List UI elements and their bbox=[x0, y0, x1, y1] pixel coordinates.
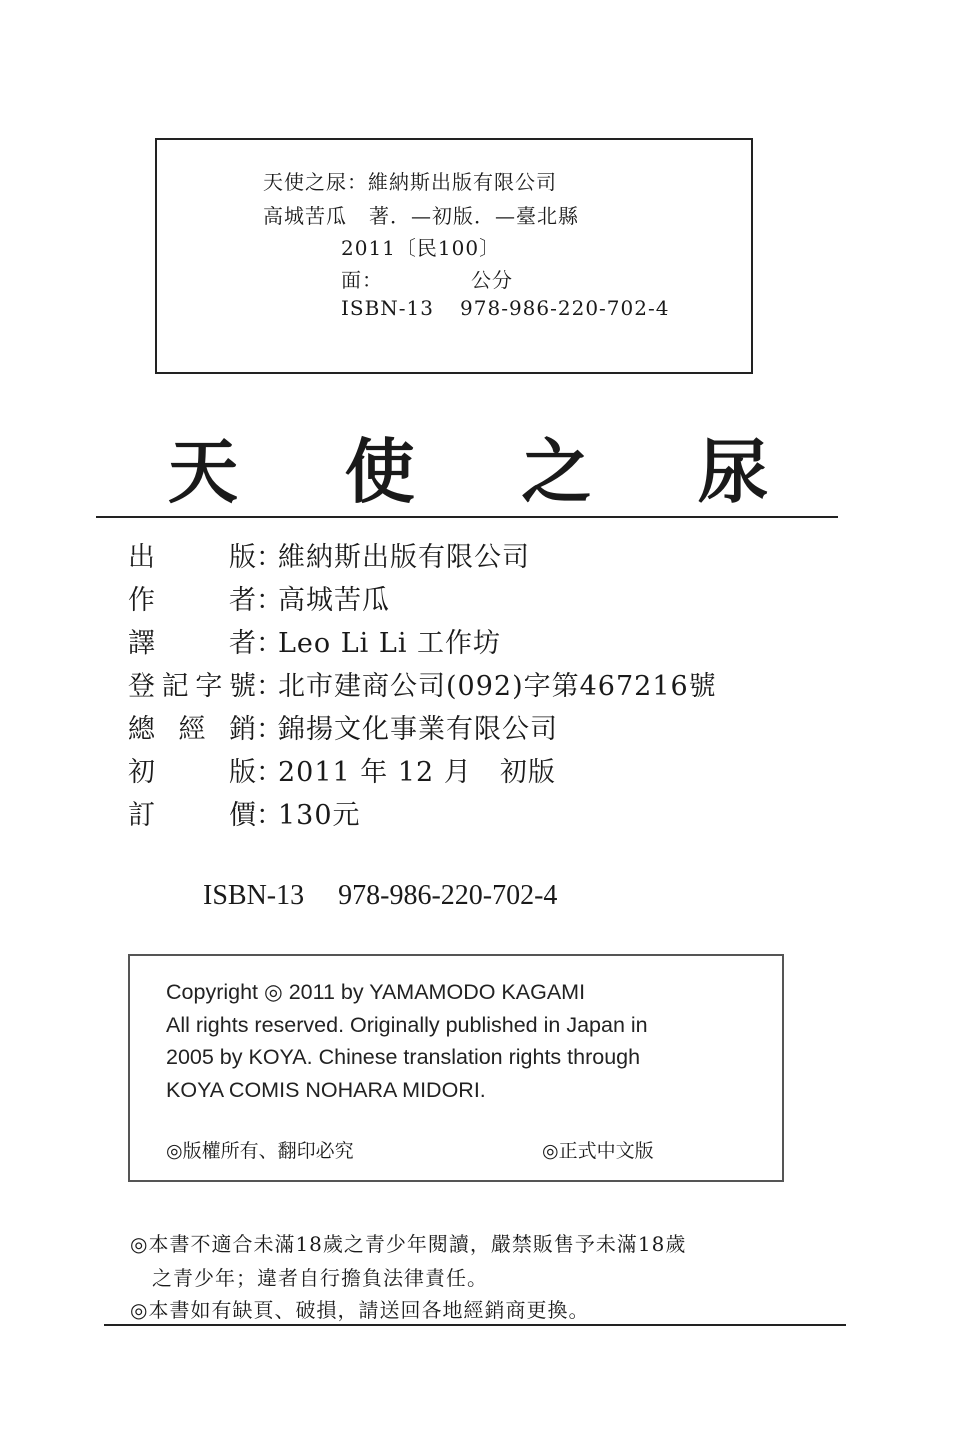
label-char: 總 bbox=[128, 714, 155, 745]
divider-bottom bbox=[104, 1324, 846, 1326]
cip-line-5 bbox=[341, 296, 669, 320]
label-char: 初 bbox=[128, 757, 155, 788]
age-notice-cont: 之青少年；違者自行擔負法律責任。 bbox=[152, 1266, 488, 1290]
cip-line-3: 2011〔民100〕 bbox=[341, 236, 501, 260]
info-row-registration bbox=[128, 667, 848, 710]
info-label bbox=[128, 581, 256, 621]
title-char: 尿 bbox=[697, 430, 768, 513]
cip-line-4 bbox=[341, 264, 513, 293]
label-char: 版 bbox=[229, 757, 256, 788]
info-value: 130元 bbox=[278, 800, 361, 831]
label-char: 譯 bbox=[128, 628, 155, 659]
label-char: 作 bbox=[128, 585, 155, 616]
info-row-distributor bbox=[128, 710, 848, 753]
info-row-price bbox=[128, 796, 848, 839]
label-char: 登 bbox=[128, 671, 155, 702]
info-colon: ： bbox=[256, 800, 283, 831]
info-row-edition bbox=[128, 753, 848, 796]
info-colon: ： bbox=[256, 714, 283, 745]
age-notice: ◎本書不適合未滿18歲之青少年閱讀，嚴禁販售予未滿18歲 bbox=[130, 1232, 687, 1256]
info-label bbox=[128, 796, 256, 836]
copyright-line: KOYA COMIS NOHARA MIDORI. bbox=[166, 1077, 486, 1102]
info-colon: ： bbox=[256, 671, 283, 702]
info-colon: ： bbox=[256, 757, 283, 788]
info-value: 錦揚文化事業有限公司 bbox=[278, 714, 558, 745]
label-char: 出 bbox=[128, 542, 155, 573]
copyright-box bbox=[128, 954, 784, 1182]
isbn-prefix: ISBN-13 bbox=[203, 880, 305, 911]
info-value: 維納斯出版有限公司 bbox=[278, 542, 530, 573]
info-value: 高城苦瓜 bbox=[278, 585, 390, 616]
label-char: 經 bbox=[178, 714, 206, 745]
isbn-number: 978-986-220-702-4 bbox=[338, 880, 558, 911]
defect-notice: ◎本書如有缺頁、破損，請送回各地經銷商更換。 bbox=[130, 1298, 590, 1322]
cip-line-2 bbox=[263, 200, 579, 229]
cip-isbn-prefix: ISBN-13 bbox=[341, 296, 435, 320]
info-colon: ： bbox=[256, 585, 283, 616]
info-label bbox=[128, 624, 256, 664]
info-colon: ： bbox=[256, 542, 283, 573]
label-char: 號 bbox=[228, 671, 256, 702]
info-row-translator bbox=[128, 624, 848, 667]
divider-top bbox=[96, 516, 838, 518]
cip-cm-label: 公分 bbox=[471, 268, 513, 292]
info-value: Leo Li Li 工作坊 bbox=[278, 628, 502, 659]
info-value: 北市建商公司(092)字第467216號 bbox=[278, 671, 717, 702]
label-char: 者 bbox=[229, 628, 256, 659]
copyright-line: All rights reserved. Originally published in Japan in bbox=[166, 1012, 648, 1037]
copyright-line: 2005 by KOYA. Chinese translation rights through bbox=[166, 1045, 641, 1069]
copyright-line: Copyright ◎ 2011 by YAMAMODO KAGAMI bbox=[166, 980, 586, 1004]
book-title bbox=[168, 432, 768, 512]
publication-info bbox=[128, 538, 848, 839]
cip-author: 高城苦瓜 bbox=[263, 204, 347, 228]
label-char: 者 bbox=[229, 585, 256, 616]
info-value: 2011 年 12 月 初版 bbox=[278, 757, 556, 788]
info-colon: ： bbox=[256, 628, 283, 659]
info-label bbox=[128, 710, 256, 750]
info-row-publisher bbox=[128, 538, 848, 581]
label-char: 記 bbox=[161, 671, 189, 702]
label-char: 銷 bbox=[229, 714, 256, 745]
info-row-author bbox=[128, 581, 848, 624]
title-char: 使 bbox=[344, 430, 415, 513]
info-label bbox=[128, 753, 256, 793]
info-label bbox=[128, 538, 256, 578]
cip-isbn-number: 978-986-220-702-4 bbox=[460, 296, 670, 320]
cip-box bbox=[155, 138, 753, 374]
label-char: 價 bbox=[229, 800, 256, 831]
info-label bbox=[128, 667, 256, 707]
title-char: 之 bbox=[521, 430, 592, 513]
cip-line-1: 天使之尿：維納斯出版有限公司 bbox=[263, 170, 557, 194]
cip-edition: 著．—初版．—臺北縣 bbox=[369, 204, 579, 228]
label-char: 版 bbox=[229, 542, 256, 573]
copyright-text bbox=[166, 976, 648, 1106]
label-char: 字 bbox=[195, 671, 223, 702]
rights-reserved-note: ◎版權所有、翻印必究 bbox=[166, 1140, 354, 1162]
isbn bbox=[203, 880, 557, 912]
official-edition-note: ◎正式中文版 bbox=[542, 1140, 654, 1162]
cip-pages-label: 面： bbox=[341, 268, 383, 292]
label-char: 訂 bbox=[128, 800, 155, 831]
title-char: 天 bbox=[168, 430, 238, 513]
